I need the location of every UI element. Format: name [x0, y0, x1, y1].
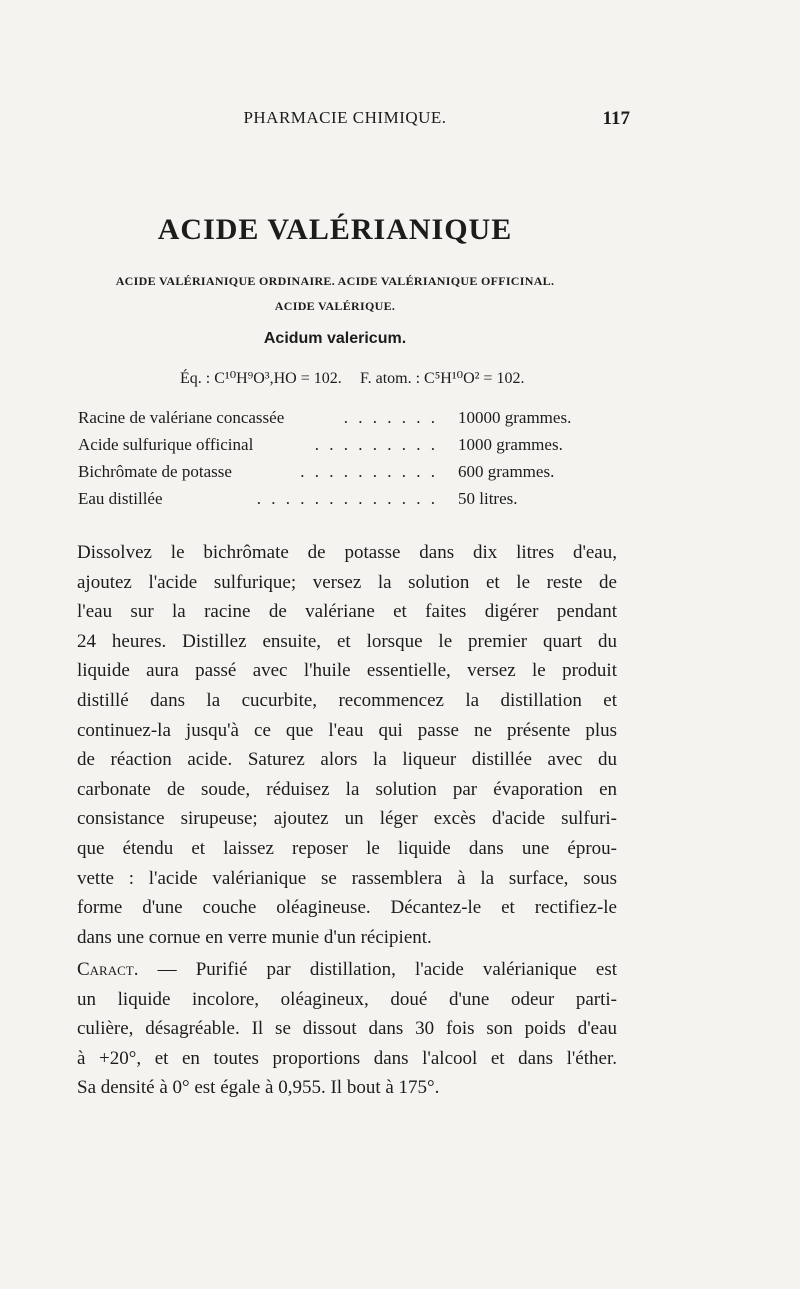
text-line: l'eau sur la racine de valériane et faites digérer pendant — [77, 601, 617, 623]
text-line: dans une cornue en verre munie d'un récipient. — [77, 926, 432, 948]
text-line: liquide aura passé avec l'huile essentielle, versez le produit — [77, 660, 617, 682]
text-line: forme d'une couche oléagineuse. Décantez-le et rectifiez-le — [77, 897, 617, 919]
characteristics-paragraph — [77, 955, 617, 1103]
ingredient-quantity: 50 litres. — [458, 489, 518, 508]
ingredient-row — [78, 462, 598, 489]
equivalent-formula: Éq. : C¹⁰H⁹O³,HO = 102. — [180, 370, 342, 387]
page-number: 117 — [602, 108, 630, 129]
text-line: Dissolvez le bichrômate de potasse dans dix litres d'eau, — [77, 542, 617, 563]
text-line: 24 heures. Distillez ensuite, et lorsque le premier quart du — [77, 630, 617, 652]
ingredient-name: Bichrômate de potasse — [78, 462, 232, 481]
ingredient-name: Acide sulfurique officinal — [78, 435, 254, 454]
leader-dots: . . . . . . . — [343, 408, 438, 427]
text-line: distillé dans la cucurbite, recommencez la distillation et — [77, 689, 617, 711]
article-title: ACIDE VALÉRIANIQUE — [157, 213, 513, 246]
leader-dots: . . . . . . . . . . — [300, 462, 438, 481]
synonyms-line-2: ACIDE VALÉRIQUE. — [274, 299, 396, 313]
running-head — [60, 108, 630, 132]
ingredient-quantity: 600 grammes. — [458, 462, 555, 481]
text-line: culière, désagréable. Il se dissout dans 30 fois son poids d'eau — [77, 1018, 617, 1040]
leader-dots: . . . . . . . . . — [314, 435, 438, 454]
text-line: carbonate de soude, réduisez la solution par évaporation en — [77, 778, 617, 800]
preparation-paragraph — [77, 538, 617, 952]
formula-line — [180, 368, 525, 388]
text-line: continuez-la jusqu'à ce que l'eau qui passe ne présente plus — [77, 719, 617, 741]
text-line: Sa densité à 0° est égale à 0,955. Il bout à 175°. — [77, 1077, 440, 1099]
text-line: un liquide incolore, oléagineux, doué d'une odeur parti- — [77, 988, 617, 1010]
ingredient-name: Racine de valériane concassée — [78, 408, 285, 427]
text-line — [77, 955, 617, 985]
ingredient-quantity: 1000 grammes. — [458, 435, 563, 454]
ingredient-list — [78, 408, 598, 516]
atomic-formula: F. atom. : C⁵H¹⁰O² = 102. — [360, 370, 525, 387]
ingredient-quantity: 10000 grammes. — [458, 408, 572, 427]
ingredient-row — [78, 489, 598, 516]
text-line: à +20°, et en toutes proportions dans l'alcool et dans l'éther. — [77, 1047, 617, 1069]
characteristics-lead: Caract. — [77, 959, 139, 980]
ingredient-name: Eau distillée — [78, 489, 163, 508]
ingredient-row — [78, 435, 598, 462]
text-line: que étendu et laissez reposer le liquide dans une éprou- — [77, 837, 617, 859]
running-head-title: PHARMACIE CHIMIQUE. — [243, 108, 447, 127]
text-fragment: — Purifié par distillation, l'acide valérianique est — [138, 959, 617, 980]
leader-dots: . . . . . . . . . . . . . — [256, 489, 438, 508]
synonyms-line-1: ACIDE VALÉRIANIQUE ORDINAIRE. ACIDE VALÉRIANIQUE OFFICINAL. — [115, 274, 555, 288]
latin-name: Acidum valericum. — [263, 330, 407, 347]
text-line: consistance sirupeuse; ajoutez un léger excès d'acide sulfuri- — [77, 808, 617, 830]
text-line: ajoutez l'acide sulfurique; versez la solution et le reste de — [77, 571, 617, 593]
text-line: de réaction acide. Saturez alors la liqueur distillée avec du — [77, 749, 617, 771]
text-line: vette : l'acide valérianique se rassemblera à la surface, sous — [77, 867, 617, 889]
ingredient-row — [78, 408, 598, 435]
